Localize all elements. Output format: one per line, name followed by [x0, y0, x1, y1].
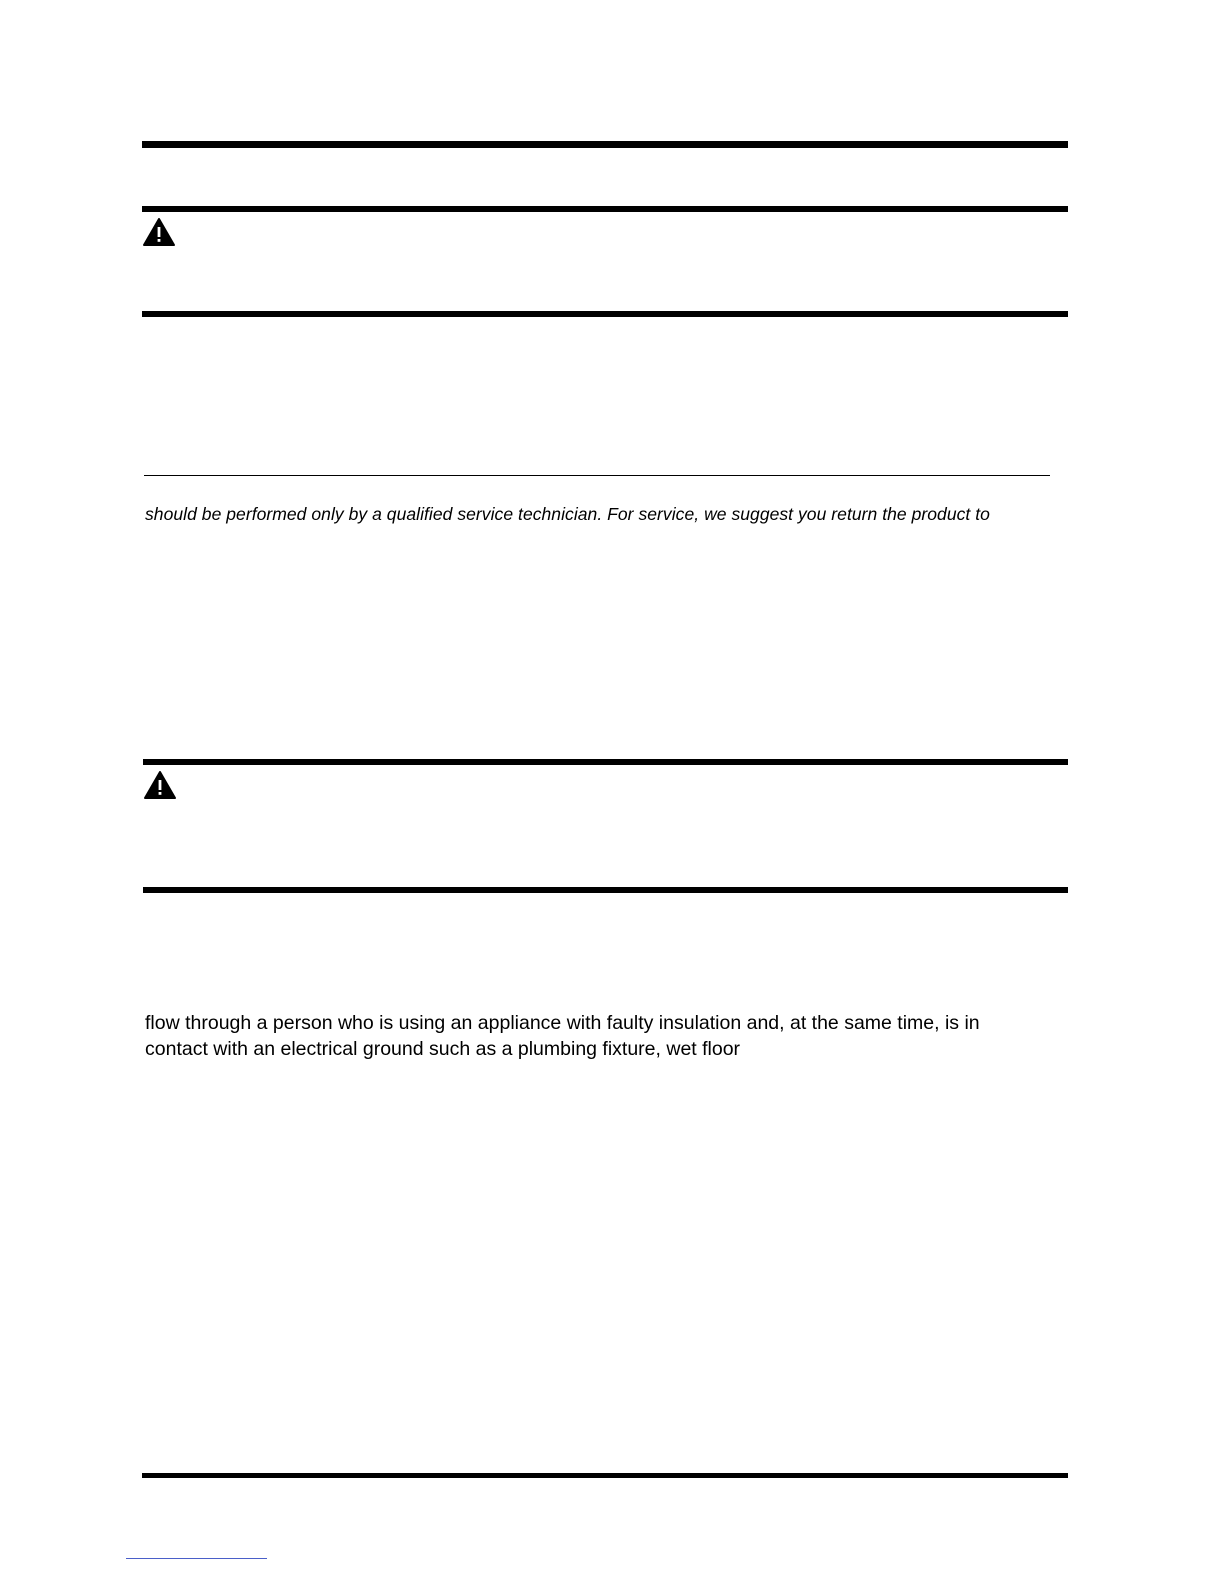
- gfci-paragraph: [145, 1010, 1075, 1062]
- top-rule: [142, 141, 1068, 148]
- footer-link-underline[interactable]: [126, 1558, 267, 1559]
- section-separator: [144, 475, 1050, 476]
- paragraph-line: flow through a person who is using an appliance with faulty insulation and, at the same time, is in: [145, 1012, 980, 1034]
- warning-box-1-top-rule: [142, 206, 1068, 212]
- warning-triangle-icon: [142, 217, 176, 247]
- service-note: should be performed only by a qualified service technician. For service, we suggest you return the product to: [145, 504, 990, 524]
- paragraph-line: contact with an electrical ground such as a plumbing fixture, wet floor: [145, 1038, 741, 1060]
- warning-triangle-icon: [143, 770, 177, 800]
- warning-box-2-bottom-rule: [143, 887, 1068, 893]
- warning-box-1-bottom-rule: [142, 311, 1068, 317]
- bottom-rule: [142, 1473, 1068, 1478]
- warning-box-2-top-rule: [143, 759, 1068, 765]
